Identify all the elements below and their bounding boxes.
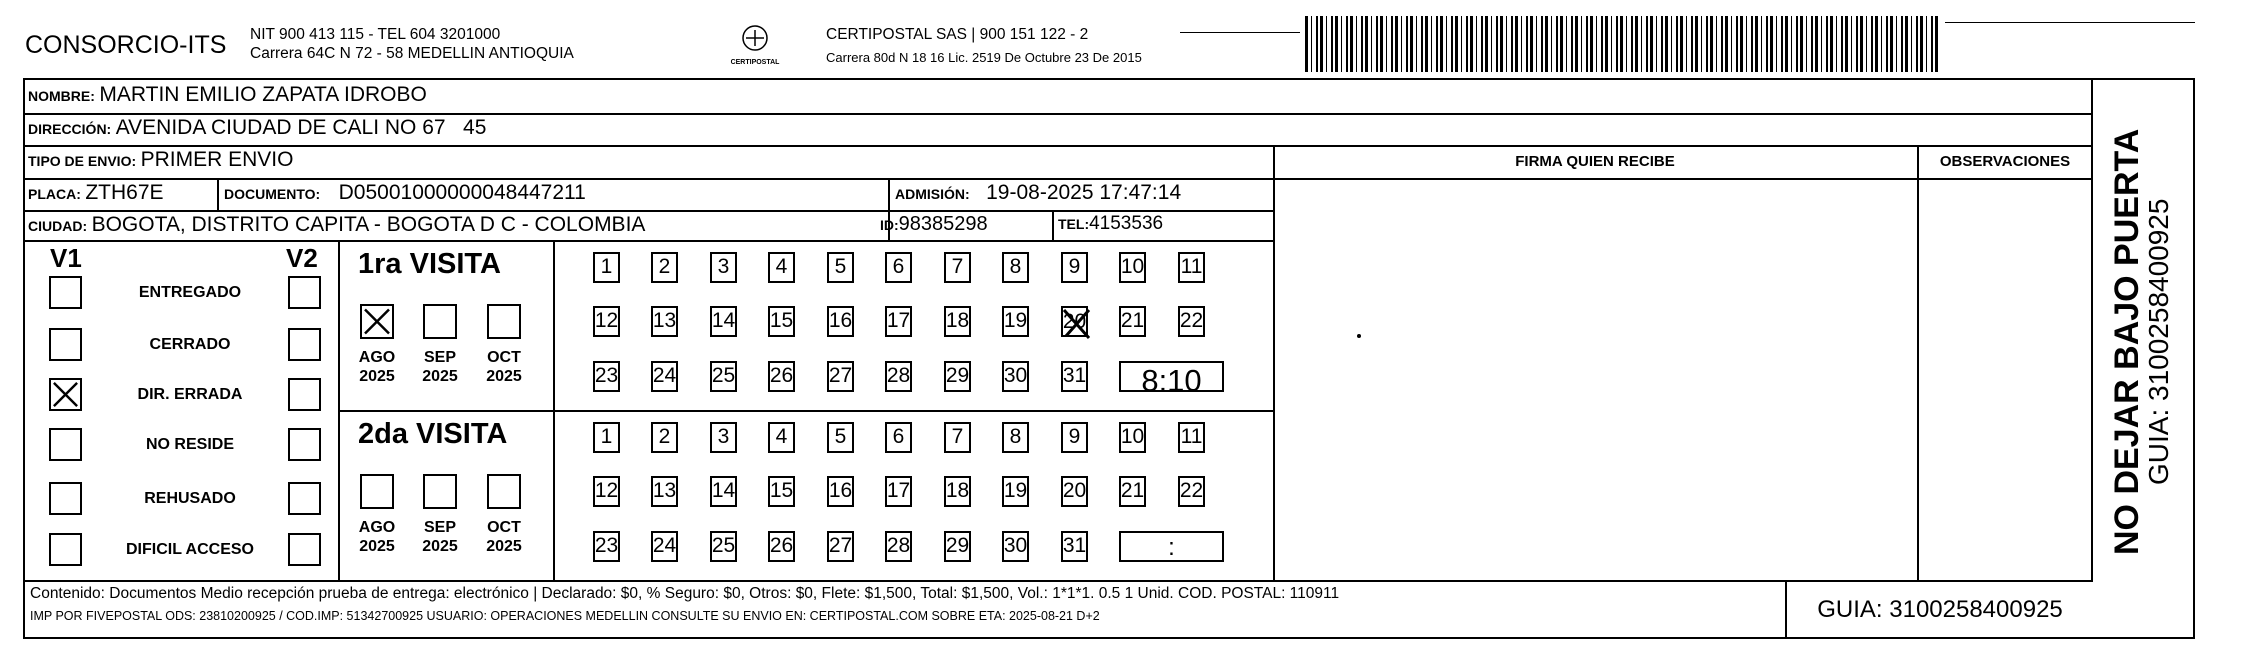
direccion-value: AVENIDA CIUDAD DE CALI NO 67 45: [115, 116, 487, 139]
month-year: 2025: [486, 538, 522, 555]
day-box[interactable]: 23: [593, 531, 620, 562]
day-box[interactable]: 12: [593, 306, 620, 337]
day-box[interactable]: 29: [944, 531, 971, 562]
admision-label: ADMISIÓN:: [895, 186, 970, 202]
certipostal-address: Carrera 80d N 18 16 Lic. 2519 De Octubre 23 De 2015: [826, 50, 1142, 65]
day-box[interactable]: 26: [768, 531, 795, 562]
month-checkbox[interactable]: [487, 304, 521, 339]
barcode: [1305, 16, 1939, 72]
day-box[interactable]: 24: [651, 531, 678, 562]
day-box[interactable]: 25: [710, 531, 737, 562]
company-name: CONSORCIO-ITS: [25, 31, 227, 59]
day-box[interactable]: 31: [1061, 531, 1088, 562]
status-v1-checkbox[interactable]: [49, 428, 82, 461]
id-value: 98385298: [898, 213, 988, 235]
placa-label: PLACA:: [28, 186, 81, 202]
month-checkbox[interactable]: [423, 474, 457, 509]
visit-title: 1ra VISITA: [358, 248, 501, 280]
day-box[interactable]: 14: [710, 306, 737, 337]
time-box[interactable]: :: [1119, 531, 1224, 562]
footer-guia: GUIA: 3100258400925: [1817, 596, 2063, 623]
day-box[interactable]: 12: [593, 476, 620, 507]
certipostal-logo: [730, 24, 780, 72]
day-box[interactable]: 11: [1178, 252, 1205, 283]
footer-contenido: Contenido: Documentos Medio recepción prueba de entrega: electrónico | Declarado: $0, % Seguro: $0, Otros: $0, Flete: $1,500, Total: $1,500, Vol.: 1*1*1. 0.5 1 Unid. COD. POSTAL: 110911: [30, 585, 1340, 602]
status-label: NO RESIDE: [145, 436, 234, 453]
month-checkbox[interactable]: [487, 474, 521, 509]
footer-imp: IMP POR FIVEPOSTAL ODS: 23810200925 / COD.IMP: 51342700925 USUARIO: OPERACIONES MEDELLIN CONSULTE SU ENVIO EN: CERTIPOSTAL.COM SOBRE ETA: 2025-08-21 D+2: [30, 609, 1100, 623]
nombre-label: NOMBRE:: [28, 88, 95, 104]
month-checkbox[interactable]: [423, 304, 457, 339]
company-nit: NIT 900 413 115 - TEL 604 3201000: [250, 26, 501, 43]
status-v1-checkbox[interactable]: [49, 328, 82, 361]
status-label: REHUSADO: [144, 490, 236, 507]
logo-text: CERTIPOSTAL: [730, 59, 780, 66]
day-box[interactable]: 10: [1119, 422, 1146, 453]
tel-value: 4153536: [1089, 213, 1164, 234]
month-year: 2025: [422, 368, 458, 385]
month-name: AGO: [358, 349, 396, 366]
ciudad-value: BOGOTA, DISTRITO CAPITA - BOGOTA D C - COLOMBIA: [91, 213, 646, 236]
firma-header: FIRMA QUIEN RECIBE: [1515, 153, 1675, 170]
documento-label: DOCUMENTO:: [224, 186, 321, 202]
day-box[interactable]: 2: [651, 422, 678, 453]
day-box[interactable]: 25: [710, 361, 737, 392]
day-box[interactable]: 18: [944, 476, 971, 507]
stray-dot: [1357, 334, 1361, 338]
day-box[interactable]: 16: [827, 306, 854, 337]
month-label: [479, 518, 529, 556]
day-box[interactable]: 7: [944, 252, 971, 283]
status-v2-checkbox[interactable]: [288, 276, 321, 309]
day-box[interactable]: 15: [768, 306, 795, 337]
status-v2-checkbox[interactable]: [288, 378, 321, 411]
documento-value: D05001000000048447211: [338, 181, 586, 204]
status-label: DIFICIL ACCESO: [125, 541, 254, 558]
month-name: SEP: [423, 349, 456, 366]
status-label: ENTREGADO: [138, 284, 242, 301]
day-box[interactable]: 22: [1178, 476, 1205, 507]
status-v1-checkbox[interactable]: [49, 482, 82, 515]
v2-header: V2: [286, 243, 318, 273]
placa-value: ZTH67E: [85, 181, 164, 204]
day-box[interactable]: 29: [944, 361, 971, 392]
day-box[interactable]: 19: [1002, 306, 1029, 337]
status-v2-checkbox[interactable]: [288, 428, 321, 461]
day-box[interactable]: 14: [710, 476, 737, 507]
day-box[interactable]: 20: [1061, 476, 1088, 507]
day-box[interactable]: 15: [768, 476, 795, 507]
month-year: 2025: [359, 368, 395, 385]
day-box[interactable]: 9: [1061, 252, 1088, 283]
observaciones-header: OBSERVACIONES: [1939, 153, 2071, 170]
day-box[interactable]: 30: [1002, 361, 1029, 392]
month-label: [415, 518, 465, 556]
status-v1-checkbox[interactable]: [49, 276, 82, 309]
status-v2-checkbox[interactable]: [288, 533, 321, 566]
month-checkbox[interactable]: [360, 474, 394, 509]
month-name: AGO: [358, 519, 396, 536]
day-box[interactable]: 19: [1002, 476, 1029, 507]
side-guia: GUIA: 3100258400925: [2143, 198, 2174, 485]
day-box[interactable]: 8: [1002, 252, 1029, 283]
day-box[interactable]: 21: [1119, 476, 1146, 507]
ciudad-label: CIUDAD:: [28, 218, 88, 234]
month-year: 2025: [486, 368, 522, 385]
month-label: [352, 518, 402, 556]
day-box[interactable]: 17: [885, 476, 912, 507]
day-box[interactable]: 5: [827, 422, 854, 453]
month-name: OCT: [487, 349, 521, 366]
day-box[interactable]: 26: [768, 361, 795, 392]
status-v2-checkbox[interactable]: [288, 328, 321, 361]
month-name: SEP: [423, 519, 456, 536]
day-box[interactable]: 6: [885, 422, 912, 453]
day-box[interactable]: 5: [827, 252, 854, 283]
day-box[interactable]: 2: [651, 252, 678, 283]
day-box[interactable]: 4: [768, 422, 795, 453]
nombre-value: MARTIN EMILIO ZAPATA IDROBO: [99, 83, 427, 106]
day-box[interactable]: 18: [944, 306, 971, 337]
admision-value: 19-08-2025 17:47:14: [986, 181, 1182, 204]
day-box[interactable]: 16: [827, 476, 854, 507]
time-box[interactable]: 8:10: [1119, 361, 1224, 392]
day-box[interactable]: 1: [593, 252, 620, 283]
tel-label: TEL:: [1058, 216, 1090, 232]
month-label: [352, 348, 402, 386]
day-box[interactable]: 8: [1002, 422, 1029, 453]
day-box[interactable]: 13: [651, 476, 678, 507]
day-box[interactable]: 31: [1061, 361, 1088, 392]
status-label: DIR. ERRADA: [137, 386, 243, 403]
day-box[interactable]: 21: [1119, 306, 1146, 337]
day-box[interactable]: 3: [710, 422, 737, 453]
v1-header: V1: [50, 243, 82, 273]
direccion-label: DIRECCIÓN:: [28, 121, 112, 137]
side-warning: NO DEJAR BAJO PUERTA: [2108, 128, 2146, 555]
day-box[interactable]: 1: [593, 422, 620, 453]
month-label: [415, 348, 465, 386]
day-box[interactable]: 6: [885, 252, 912, 283]
month-checkbox[interactable]: [360, 304, 394, 339]
month-year: 2025: [422, 538, 458, 555]
id-label: ID:: [880, 217, 899, 233]
month-label: [479, 348, 529, 386]
day-box[interactable]: 27: [827, 361, 854, 392]
day-box[interactable]: 4: [768, 252, 795, 283]
day-box[interactable]: 13: [651, 306, 678, 337]
company-address: Carrera 64C N 72 - 58 MEDELLIN ANTIOQUIA: [250, 45, 574, 62]
day-box[interactable]: 7: [944, 422, 971, 453]
certipostal-info: CERTIPOSTAL SAS | 900 151 122 - 2: [826, 26, 1089, 43]
visit-title: 2da VISITA: [358, 418, 508, 450]
day-box[interactable]: 23: [593, 361, 620, 392]
day-box[interactable]: 30: [1002, 531, 1029, 562]
day-box[interactable]: 20: [1061, 306, 1088, 337]
month-year: 2025: [359, 538, 395, 555]
day-box[interactable]: 22: [1178, 306, 1205, 337]
day-box[interactable]: 9: [1061, 422, 1088, 453]
status-v1-checkbox[interactable]: [49, 533, 82, 566]
tipo-envio-label: TIPO DE ENVIO:: [28, 153, 137, 169]
day-box[interactable]: 3: [710, 252, 737, 283]
status-v1-checkbox[interactable]: [49, 378, 82, 411]
tipo-envio-value: PRIMER ENVIO: [140, 148, 294, 171]
day-box[interactable]: 17: [885, 306, 912, 337]
day-box[interactable]: 27: [827, 531, 854, 562]
day-box[interactable]: 28: [885, 361, 912, 392]
day-box[interactable]: 24: [651, 361, 678, 392]
status-v2-checkbox[interactable]: [288, 482, 321, 515]
day-box[interactable]: 10: [1119, 252, 1146, 283]
day-box[interactable]: 28: [885, 531, 912, 562]
status-label: CERRADO: [149, 336, 231, 353]
month-name: OCT: [487, 519, 521, 536]
day-box[interactable]: 11: [1178, 422, 1205, 453]
